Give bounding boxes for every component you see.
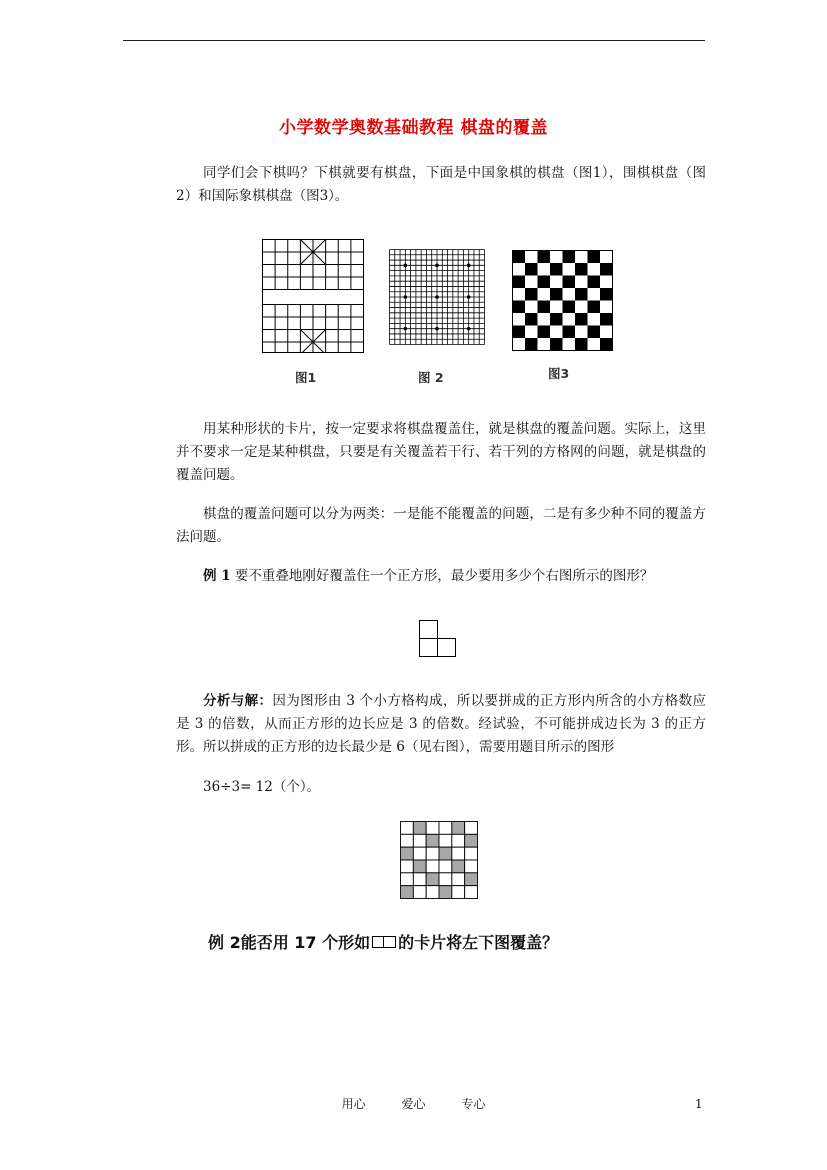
page-footer	[0, 1095, 827, 1112]
footer-item-3: 专心	[461, 1097, 486, 1111]
analysis-text: 因为图形由 3 个小方格构成，所以要拼成的正方形内所含的小方格数应是 3 的倍数，从而正方形的边长应是 3 的倍数。经试验，不可能拼成边长为 3 的正方形。所以拼成的正方形的边长最少是 6（见右图），需要用题目所示的图形	[176, 693, 707, 755]
example-2-text-before: 能否用 17 个形如	[240, 933, 371, 952]
page-number: 1	[695, 1097, 703, 1111]
example-2-label: 例 2	[208, 933, 241, 952]
analysis-label: 分析与解：	[203, 693, 273, 709]
paragraph-1: 用某种形状的卡片，按一定要求将棋盘覆盖住，就是棋盘的覆盖问题。实际上，这里并不要求一定是某种棋盘，只要是有关覆盖若干行、若干列的方格网的问题，就是棋盘的覆盖问题。	[176, 421, 706, 483]
xiangqi-board-figure	[262, 239, 364, 353]
example-2	[208, 930, 558, 953]
l-tromino-figure	[419, 620, 457, 658]
analysis-paragraph	[176, 690, 706, 759]
go-board-figure	[389, 249, 485, 345]
chess-board-figure	[512, 250, 613, 351]
equation: 36÷3= 12（个）。	[203, 779, 321, 795]
example-1-text: 要不重叠地刚好覆盖住一个正方形，最少要用多少个右图所示的图形？	[230, 568, 654, 584]
header-rule	[123, 40, 705, 41]
paragraph-2: 棋盘的覆盖问题可以分为两类：一是能不能覆盖的问题，二是有多少种不同的覆盖方法问题。	[176, 506, 706, 545]
solution-grid-figure	[400, 821, 478, 899]
example-1-label: 例 1	[203, 568, 231, 584]
domino-icon	[372, 936, 396, 948]
intro-paragraph: 同学们会下棋吗？下棋就要有棋盘，下面是中国象棋的棋盘（图1），围棋棋盘（图2）和国际象棋棋盘（图3）。	[176, 165, 706, 204]
page-title: 小学数学奥数基础教程 棋盘的覆盖	[279, 118, 548, 138]
figure-3-caption: 图3	[548, 366, 570, 381]
footer-item-2: 爱心	[401, 1097, 426, 1111]
footer-item-1: 用心	[341, 1097, 366, 1111]
example-1	[176, 565, 706, 588]
figure-2-caption: 图 2	[418, 370, 444, 385]
example-2-text-after: 的卡片将左下图覆盖？	[398, 933, 559, 952]
figure-1-caption: 图1	[295, 370, 317, 385]
